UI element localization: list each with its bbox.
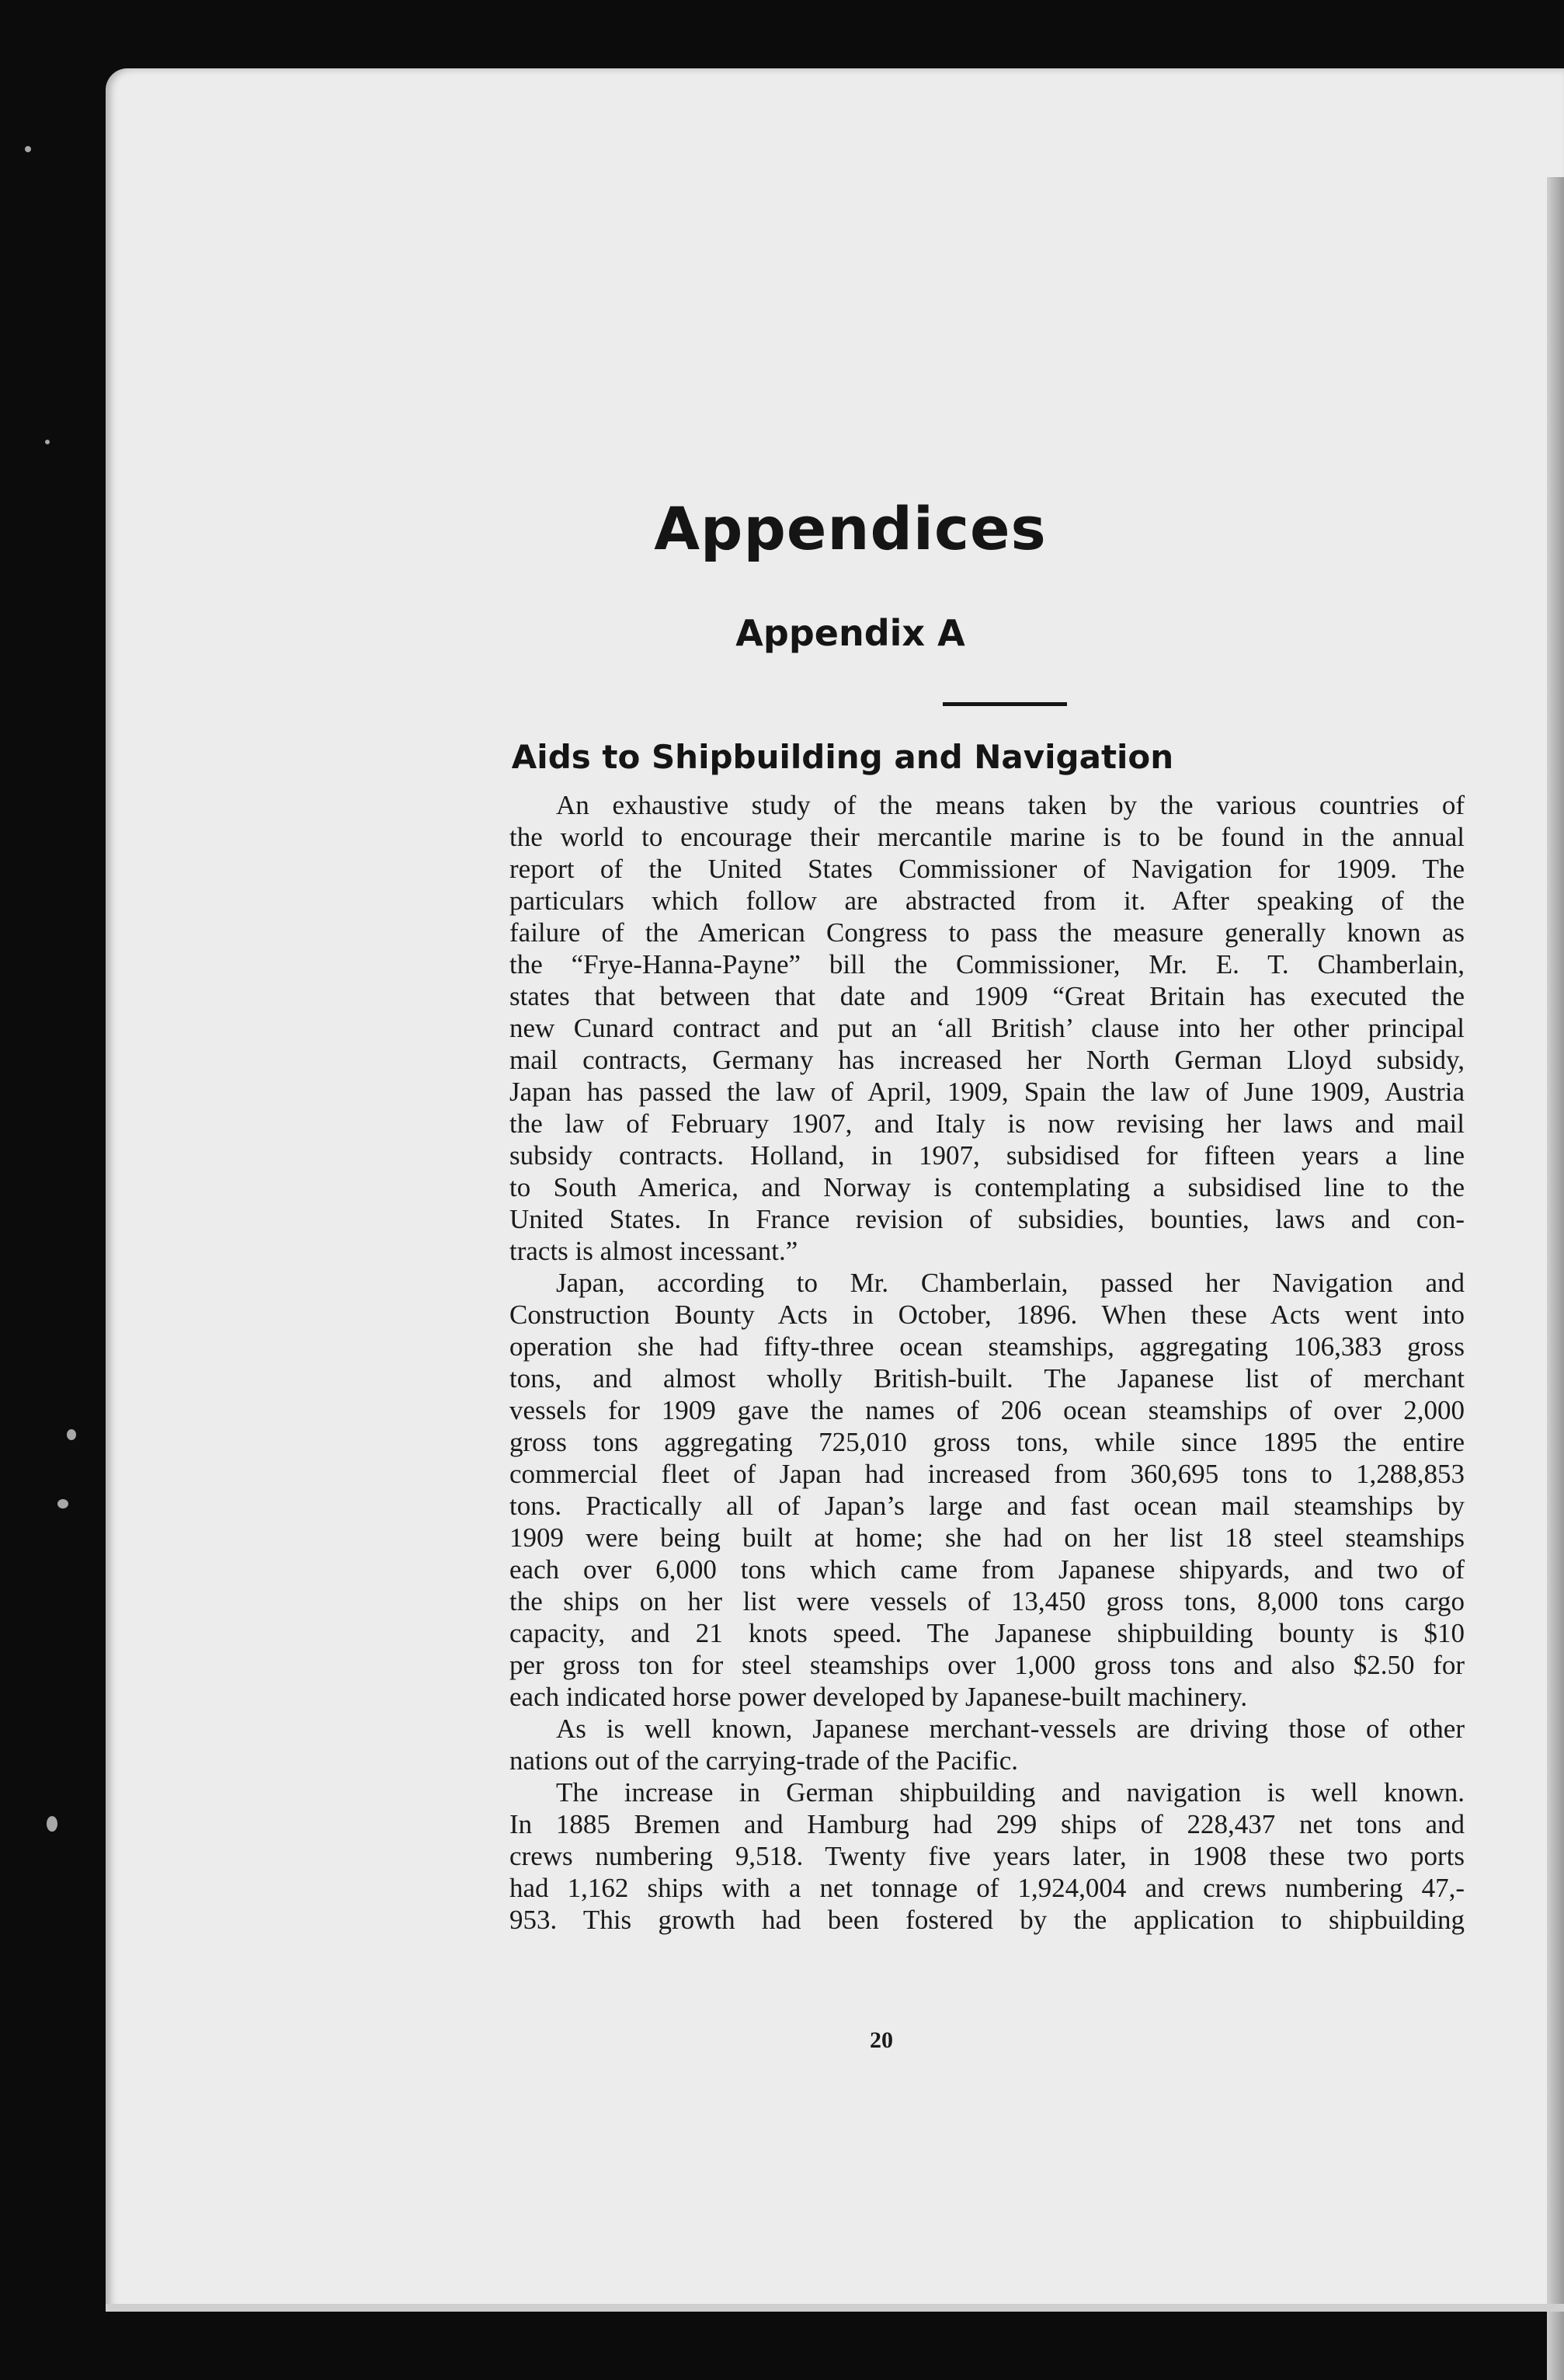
paragraph [509, 789, 1465, 1267]
text-line: vessels for 1909 gave the names of 206 ocean steamships of over 2,000 [509, 1395, 1465, 1425]
text-line: operation she had fifty-three ocean steamships, aggregating 106,383 gross [509, 1331, 1465, 1362]
text-line: United States. In France revision of subsidies, bounties, laws and con- [509, 1204, 1465, 1234]
text-line: tracts is almost incessant.” [509, 1236, 798, 1266]
text-line: As is well known, Japanese merchant-vessels are driving those of other [556, 1714, 1465, 1744]
text-line: the world to encourage their mercantile marine is to be found in the annual [509, 822, 1465, 852]
text-line: had 1,162 ships with a net tonnage of 1,924,004 and crews numbering 47,- [509, 1873, 1465, 1903]
text-line: new Cunard contract and put an ‘all British’ clause into her other principal [509, 1013, 1465, 1043]
text-line: Construction Bounty Acts in October, 1896. When these Acts went into [509, 1300, 1465, 1330]
scan-speck [67, 1429, 76, 1440]
text-line: nations out of the carrying-trade of the Pacific. [509, 1745, 1019, 1776]
scan-speck [45, 440, 50, 444]
text-line: each indicated horse power developed by Japanese-built machinery. [509, 1682, 1248, 1712]
paragraph [509, 1267, 1465, 1713]
text-line: to South America, and Norway is contemplating a subsidised line to the [509, 1172, 1465, 1202]
page-edge [106, 2304, 1564, 2312]
text-line: capacity, and 21 knots speed. The Japanese shipbuilding bounty is $10 [509, 1618, 1465, 1648]
text-line: The increase in German shipbuilding and navigation is well known. [556, 1777, 1465, 1808]
scan-speck [57, 1499, 68, 1508]
page-number: 20 [870, 2027, 893, 2053]
paragraph [509, 1776, 1465, 1936]
text-line: the ships on her list were vessels of 13,450 gross tons, 8,000 tons cargo [509, 1586, 1465, 1616]
text-line: the “Frye-Hanna-Payne” bill the Commissioner, Mr. E. T. Chamberlain, [509, 949, 1465, 979]
text-line: Japan has passed the law of April, 1909, Spain the law of June 1909, Austria [509, 1077, 1465, 1107]
scan-speck [25, 146, 31, 152]
text-line: crews numbering 9,518. Twenty five years later, in 1908 these two ports [509, 1841, 1465, 1871]
text-line: tons. Practically all of Japan’s large and fast ocean mail steamships by [509, 1491, 1465, 1521]
text-line: failure of the American Congress to pass the measure generally known as [509, 917, 1465, 948]
text-line: 1909 were being built at home; she had on her list 18 steel steamships [509, 1522, 1465, 1553]
text-line: each over 6,000 tons which came from Japanese shipyards, and two of [509, 1554, 1465, 1585]
text-line: gross tons aggregating 725,010 gross tons, while since 1895 the entire [509, 1427, 1465, 1457]
paragraph [509, 1713, 1465, 1776]
text-line: states that between that date and 1909 “Great Britain has executed the [509, 981, 1465, 1011]
text-line: report of the United States Commissioner of Navigation for 1909. The [509, 854, 1465, 884]
heading-rule [943, 702, 1067, 706]
body-text [509, 789, 1465, 1936]
text-line: An exhaustive study of the means taken by the various countries of [556, 790, 1465, 820]
text-line: tons, and almost wholly British-built. The Japanese list of merchant [509, 1363, 1465, 1394]
text-line: 953. This growth had been fostered by the application to shipbuilding [509, 1905, 1465, 1935]
text-line: commercial fleet of Japan had increased from 360,695 tons to 1,288,853 [509, 1459, 1465, 1489]
text-line: per gross ton for steel steamships over 1,000 gross tons and also $2.50 for [509, 1650, 1465, 1680]
text-line: particulars which follow are abstracted from it. After speaking of the [509, 886, 1465, 916]
text-line: In 1885 Bremen and Hamburg had 299 ships of 228,437 net tons and [509, 1809, 1465, 1839]
book-page [106, 68, 1564, 2312]
text-line: mail contracts, Germany has increased her North German Lloyd subsidy, [509, 1045, 1465, 1075]
section-heading: Aids to Shipbuilding and Navigation [511, 738, 1174, 776]
text-line: subsidy contracts. Holland, in 1907, subsidised for fifteen years a line [509, 1140, 1465, 1171]
text-line: the law of February 1907, and Italy is now revising her laws and mail [509, 1108, 1465, 1139]
text-line: Japan, according to Mr. Chamberlain, passed her Navigation and [556, 1268, 1465, 1298]
page-title: Appendices [654, 494, 1047, 563]
appendix-heading: Appendix A [735, 612, 965, 654]
scan-speck [47, 1816, 57, 1832]
